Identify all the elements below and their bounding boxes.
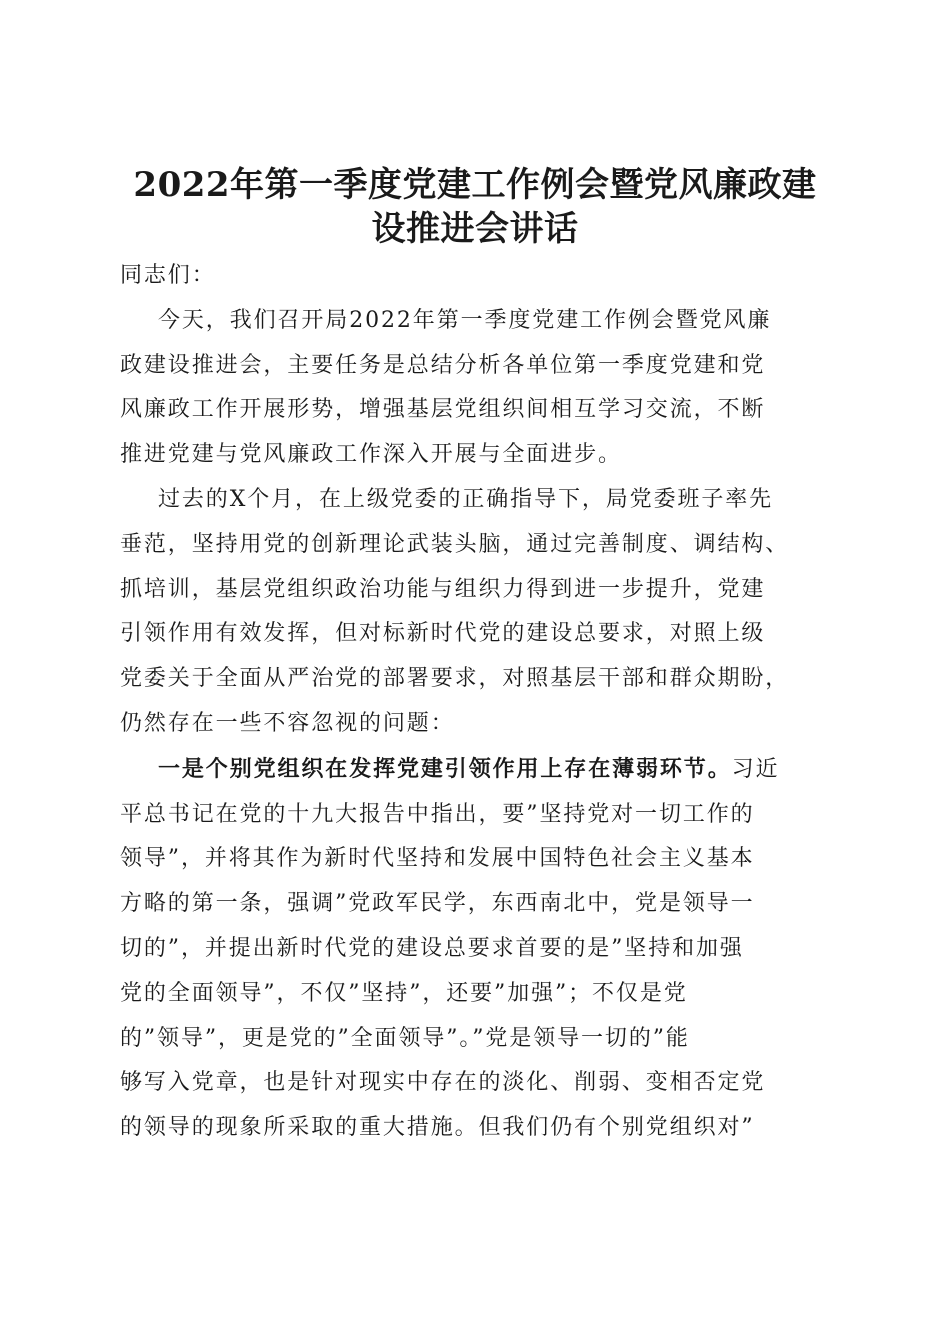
paragraph-line: 够写入党章，也是针对现实中存在的淡化、削弱、变相否定党 — [120, 1070, 766, 1096]
paragraph-line: 党委关于全面从严治党的部署要求，对照基层干部和群众期盼， — [120, 666, 790, 692]
salutation-text: 同志们： — [120, 263, 216, 288]
paragraph-first-line-rest: 习近 — [731, 756, 780, 782]
paragraph-line: 风廉政工作开展形势，增强基层党组织间相互学习交流，不断 — [120, 397, 766, 423]
paragraph-line: 领导”，并将其作为新时代坚持和发展中国特色社会主义基本 — [120, 846, 755, 872]
paragraph-line: 推进党建与党风廉政工作深入开展与全面进步。 — [120, 442, 622, 468]
paragraph-line: 切的”，并提出新时代党的建设总要求首要的是”坚持和加强 — [120, 935, 744, 961]
title-line-1: 2022年第一季度党建工作例会暨党风廉政建 — [133, 164, 817, 205]
paragraph-line: 党的全面领导”，不仅”坚持”，还要”加强”；不仅是党 — [120, 980, 688, 1006]
paragraph-line: 垂范，坚持用党的创新理论武装头脑，通过完善制度、调结构、 — [120, 531, 790, 557]
paragraph-line: 今天，我们召开局2022年第一季度党建工作例会暨党风廉 — [158, 307, 772, 333]
paragraph-1 — [120, 299, 840, 478]
document-title — [100, 163, 850, 251]
paragraph-line: 的领导的现象所采取的重大措施。但我们仍有个别党组织对” — [120, 1115, 755, 1141]
paragraph-line: 抓培训，基层党组织政治功能与组织力得到进一步提升，党建 — [120, 576, 766, 602]
paragraph-line: 过去的X个月，在上级党委的正确指导下，局党委班子率先 — [158, 486, 774, 512]
paragraph-heading: 一是个别党组织在发挥党建引领作用上存在薄弱环节。 — [158, 755, 732, 782]
paragraph-line: 政建设推进会，主要任务是总结分析各单位第一季度党建和党 — [120, 352, 766, 378]
document-body — [120, 254, 840, 1151]
paragraph-line: 仍然存在一些不容忽视的问题： — [120, 710, 455, 736]
paragraph-line: 引领作用有效发挥，但对标新时代党的建设总要求，对照上级 — [120, 621, 766, 647]
paragraph-2 — [120, 478, 840, 747]
paragraph-line: 方略的第一条，强调”党政军民学，东西南北中，党是领导一 — [120, 891, 755, 917]
title-line-2: 设推进会讲话 — [371, 208, 579, 249]
paragraph-line: 平总书记在党的十九大报告中指出，要”坚持党对一切工作的 — [120, 801, 755, 827]
paragraph-3 — [120, 747, 840, 1151]
paragraph-first-line — [120, 747, 840, 793]
salutation — [120, 254, 840, 299]
paragraph-line: 的”领导”，更是党的”全面领导”。”党是领导一切的”能 — [120, 1025, 690, 1051]
